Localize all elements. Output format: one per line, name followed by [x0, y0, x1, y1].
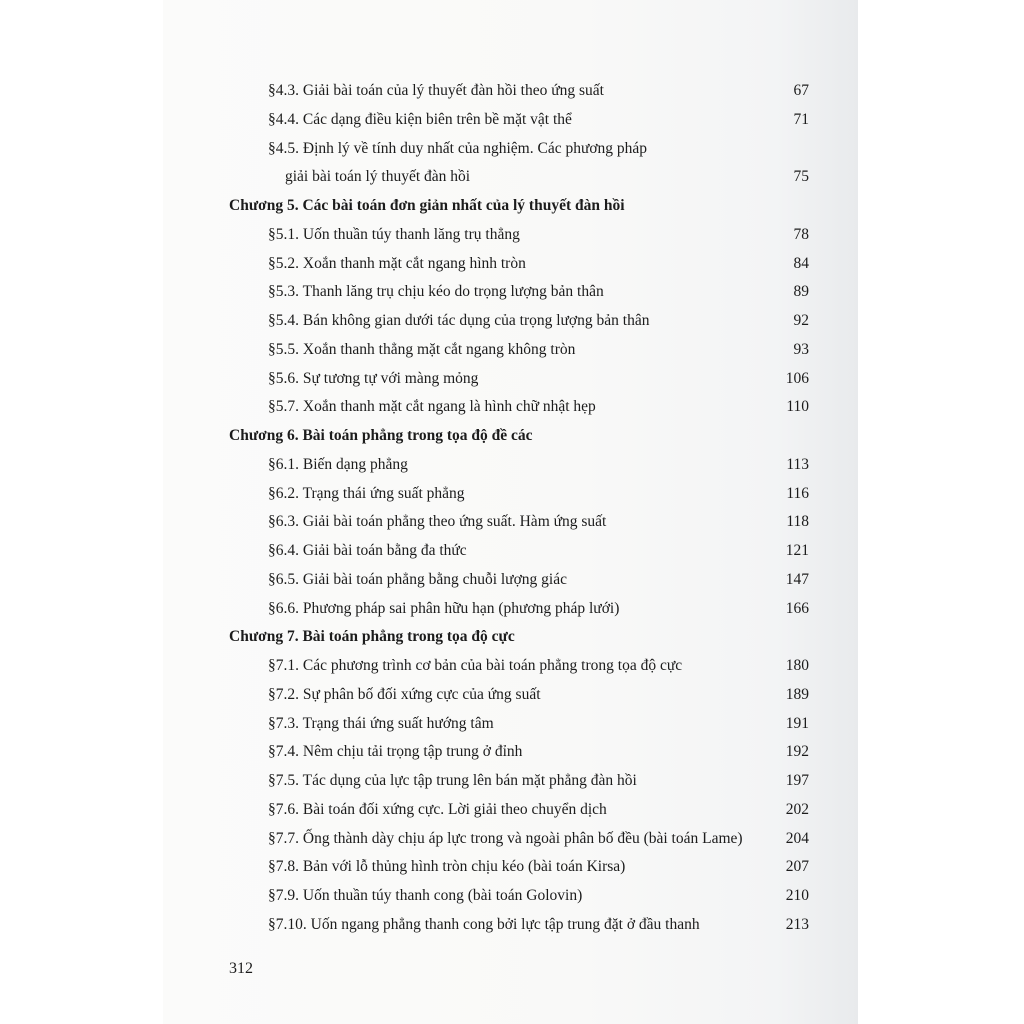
entry-title: giải bài toán lý thuyết đàn hồi: [285, 168, 471, 186]
entry-title: §5.7. Xoắn thanh mặt cắt ngang là hình chữ nhật hẹp: [268, 398, 596, 416]
toc-entry: [0, 882, 1024, 910]
toc-entry: [0, 710, 1024, 738]
entry-page-number: 204: [785, 829, 809, 847]
entry-page-number: 189: [785, 685, 809, 703]
entry-title: §7.1. Các phương trình cơ bản của bài toán phẳng trong tọa độ cực: [268, 657, 683, 674]
entry-title: §4.5. Định lý về tính duy nhất của nghiệm. Các phương pháp: [268, 139, 648, 157]
entry-page-number: 106: [785, 369, 809, 387]
toc-entry: [0, 796, 1024, 824]
toc-entry: [0, 537, 1024, 565]
entry-page-number: 116: [786, 484, 809, 502]
entry-title: §5.4. Bán không gian dưới tác dụng của trọng lượng bản thân: [268, 312, 650, 329]
page-number: 312: [229, 960, 253, 977]
entry-title: §7.4. Nêm chịu tải trọng tập trung ở đỉnh: [268, 743, 523, 761]
entry-title: §4.3. Giải bài toán của lý thuyết đàn hồi theo ứng suất: [268, 82, 604, 99]
entry-page-number: 84: [793, 254, 809, 272]
toc-entry: [0, 163, 1024, 191]
entry-title: §6.3. Giải bài toán phẳng theo ứng suất. Hàm ứng suất: [268, 513, 607, 531]
entry-page-number: 210: [785, 887, 809, 904]
chapter-heading: [0, 422, 1024, 450]
toc-entry: [0, 307, 1024, 335]
entry-title: §6.5. Giải bài toán phẳng bằng chuỗi lượng giác: [268, 570, 567, 588]
toc-entry: [0, 250, 1024, 278]
entry-title: §5.6. Sự tương tự với màng mỏng: [268, 369, 479, 387]
entry-title: §6.6. Phương pháp sai phân hữu hạn (phương pháp lưới): [268, 599, 620, 617]
toc-entry: [0, 911, 1024, 939]
entry-title: §6.4. Giải bài toán bằng đa thức: [268, 542, 467, 559]
entry-page-number: 197: [785, 772, 809, 789]
toc-entry: [0, 767, 1024, 795]
toc-entry: [0, 106, 1024, 134]
toc-entry: [0, 853, 1024, 881]
toc-entry: [0, 365, 1024, 393]
toc-entry: [0, 336, 1024, 364]
entry-page-number: 71: [793, 110, 809, 128]
entry-page-number: 118: [786, 513, 809, 531]
toc-entry: [0, 681, 1024, 709]
entry-page-number: 78: [793, 225, 809, 243]
entry-title: §6.1. Biến dạng phẳng: [268, 455, 408, 473]
entry-title: §5.5. Xoắn thanh thẳng mặt cắt ngang không tròn: [268, 340, 576, 358]
entry-title: §5.2. Xoắn thanh mặt cắt ngang hình tròn: [268, 254, 526, 272]
chapter-title: Chương 6. Bài toán phẳng trong tọa độ đề các: [229, 427, 533, 444]
toc-entry: [0, 825, 1024, 853]
entry-title: §7.3. Trạng thái ứng suất hướng tâm: [268, 714, 494, 732]
entry-page-number: 93: [793, 340, 809, 358]
entry-page-number: 67: [793, 82, 809, 99]
entry-page-number: 202: [785, 800, 809, 818]
entry-title: §5.1. Uốn thuần túy thanh lăng trụ thẳng: [268, 225, 520, 243]
chapter-heading: [0, 192, 1024, 220]
toc-entry: [0, 480, 1024, 508]
entry-page-number: 110: [786, 398, 809, 416]
entry-title: §7.2. Sự phân bố đối xứng cực của ứng suất: [268, 685, 541, 703]
toc-entry: [0, 135, 1024, 163]
toc-entry: [0, 652, 1024, 680]
entry-page-number: 191: [785, 714, 809, 732]
entry-title: §5.3. Thanh lăng trụ chịu kéo do trọng lượng bản thân: [268, 283, 604, 301]
entry-page-number: 89: [793, 283, 809, 301]
toc-entry: [0, 393, 1024, 421]
entry-title: §7.5. Tác dụng của lực tập trung lên bán mặt phẳng đàn hồi: [268, 772, 637, 789]
entry-page-number: 147: [785, 570, 809, 588]
entry-title: §4.4. Các dạng điều kiện biên trên bề mặt vật thể: [268, 110, 572, 128]
toc-entry: [0, 221, 1024, 249]
entry-page-number: 113: [786, 455, 809, 473]
entry-title: §7.9. Uốn thuần túy thanh cong (bài toán Golovin): [268, 887, 583, 904]
entry-page-number: 207: [785, 858, 809, 876]
toc-entry: [0, 738, 1024, 766]
toc-entry: [0, 508, 1024, 536]
toc-entry: [0, 595, 1024, 623]
toc-entry: [0, 77, 1024, 105]
entry-page-number: 192: [785, 743, 809, 761]
entry-page-number: 75: [793, 168, 809, 186]
entry-title: §7.7. Ống thành dày chịu áp lực trong và ngoài phân bố đều (bài toán Lame): [268, 829, 743, 847]
entry-title: §7.8. Bản với lỗ thủng hình tròn chịu kéo (bài toán Kirsa): [268, 858, 626, 876]
toc-entry: [0, 566, 1024, 594]
chapter-heading: [0, 623, 1024, 651]
entry-title: §6.2. Trạng thái ứng suất phẳng: [268, 484, 465, 502]
chapter-title: Chương 5. Các bài toán đơn giản nhất của lý thuyết đàn hồi: [229, 197, 625, 214]
entry-page-number: 166: [785, 599, 809, 617]
entry-page-number: 213: [785, 915, 809, 933]
chapter-title: Chương 7. Bài toán phẳng trong tọa độ cực: [229, 628, 515, 646]
entry-page-number: 92: [793, 312, 809, 329]
entry-title: §7.6. Bài toán đối xứng cực. Lời giải theo chuyển dịch: [268, 800, 607, 818]
toc-entry: [0, 451, 1024, 479]
entry-page-number: 121: [785, 542, 809, 559]
entry-page-number: 180: [785, 657, 809, 674]
entry-title: §7.10. Uốn ngang phẳng thanh cong bởi lực tập trung đặt ở đầu thanh: [268, 915, 700, 933]
toc-entry: [0, 278, 1024, 306]
